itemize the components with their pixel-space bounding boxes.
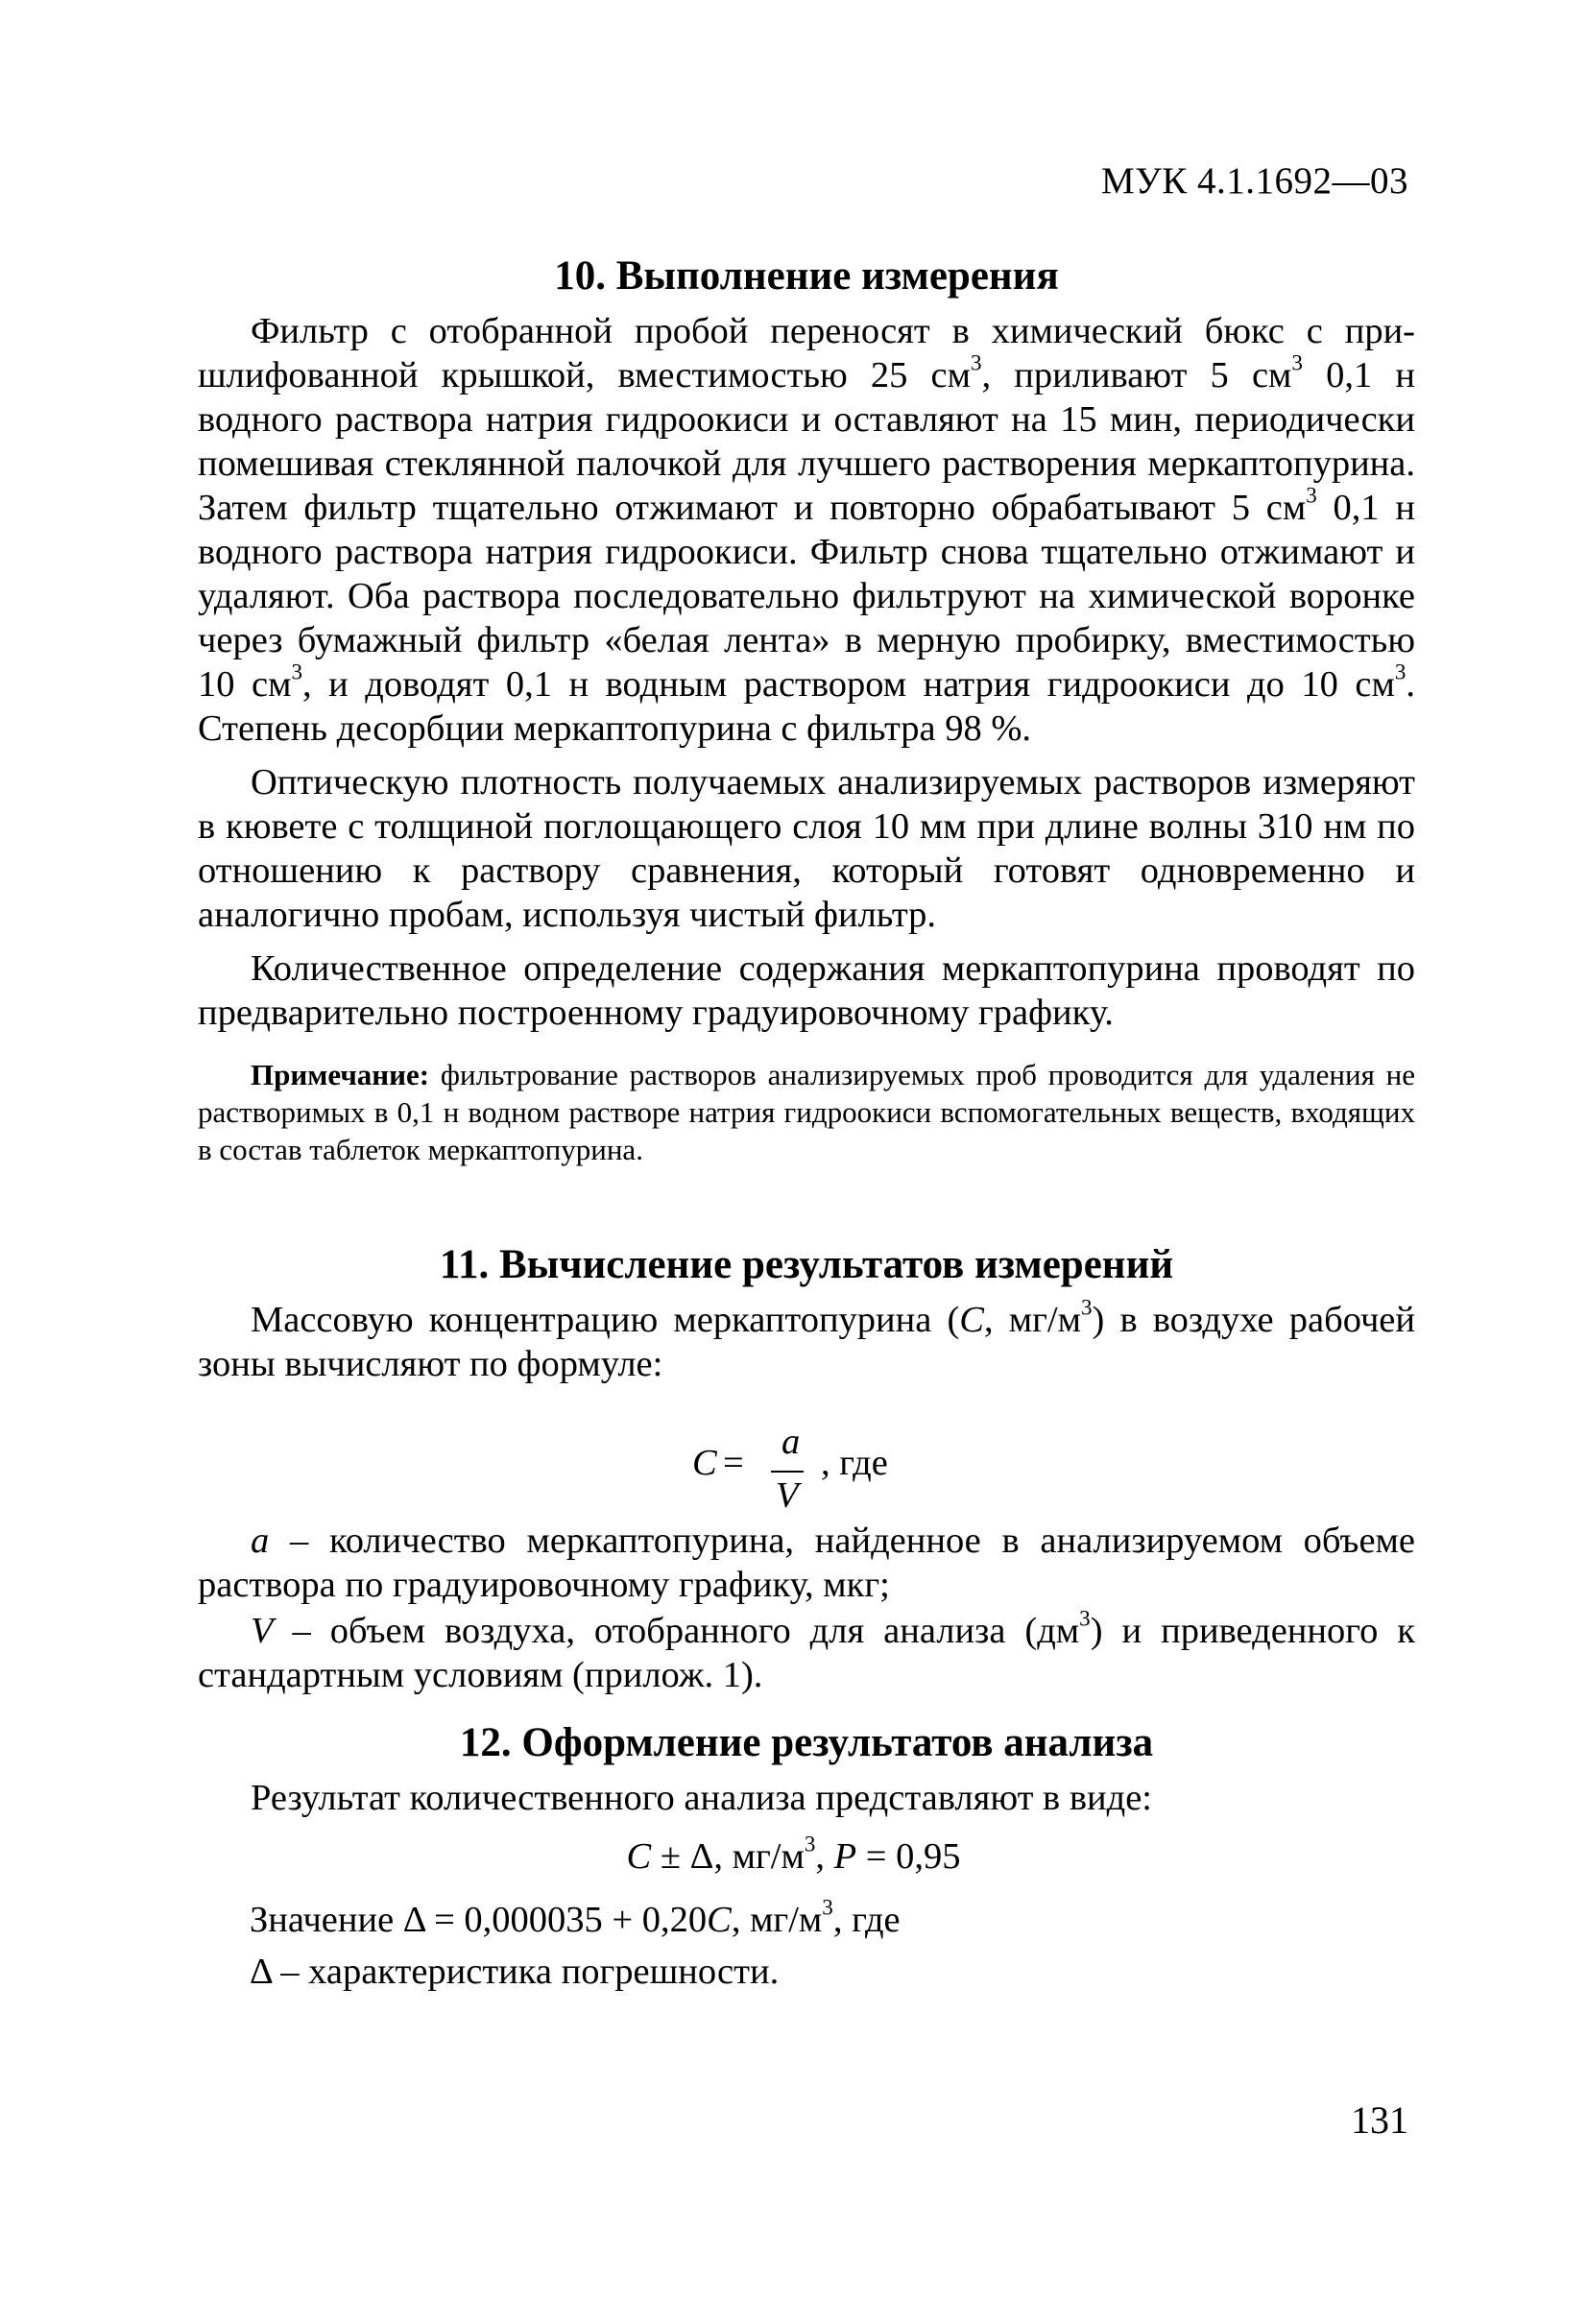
section-10-title: 10. Выполнение измерения (554, 253, 1059, 299)
section-12 (198, 1718, 1415, 1820)
definition-a: a – количество меркаптопурина, найденное в анализируемом объеме раствора по градуировочному графику, мкг; (198, 1521, 1415, 1605)
section-10-paragraph-3: Количественное определение содержания меркаптопурина проводят по предварительно построенному градуировочному графику. (198, 948, 1415, 1033)
section-10-body (198, 309, 1415, 1168)
formula-equals: = (723, 1443, 744, 1483)
section-10-note (198, 1056, 1415, 1168)
note-label: Примечание: (251, 1058, 430, 1091)
section-10-paragraph-1: Фильтр с отобранной пробой переносят в химический бюкс с пришлифованной крышкой, вместимостью 25 $см^3$, приливают 5 $см^3$ 0,1 н водного раствора натрия гидроокиси и оставляют на 15 мин, периодически помешивая стеклянной палочкой для лучшего растворения меркаптопурина. Затем фильтр тщательно отжимают и повторно обрабатывают 5 $см^3$ 0,1 н водного раствора натрия гидроокиси. Фильтр снова тщательно отжимают и удаляют. Оба раствора последовательно фильтруют на химической воронке через бумажный фильтр «белая лента» в мерную пробирку, вместимостью 10 $см^3$, и доводят 0,1 н водным раствором натрия гидроокиси до 10 $см^3$. Степень десорбции меркаптопурина с фильтра 98 %. (198, 311, 1416, 749)
page-number: 131 (1351, 2098, 1408, 2142)
section-11-paragraph-1: Массовую концентрацию меркаптопурина (C, $мг/м^3$) в воздухе рабочей зоны вычисляют по формуле: (198, 1294, 1415, 1384)
result-expression: C ± Δ, $мг/м^3$, P = 0,95 (626, 1831, 961, 1877)
fraction-bar (771, 1471, 804, 1473)
section-12-paragraph-1: Результат количественного анализа представляют в виде: (251, 1778, 1153, 1818)
definition-v: V – объем воздуха, отобранного для анализа $(дм^3)$ и приведенного к стандартным условиям (прилож. 1). (198, 1605, 1416, 1695)
delta-value-line: Значение Δ = 0,000035 + 0,20C, $мг/м^3$, где (250, 1894, 901, 1940)
formula-denominator: V (776, 1475, 799, 1516)
section-10-paragraph-2: Оптическую плотность получаемых анализируемых растворов измеряют в кювете с толщиной поглощающего слоя 10 мм при длине волны 310 нм по отношению к раствору сравнения, который готовят одновременно и аналогично пробам, используя чистый фильтр. (198, 762, 1415, 935)
delta-definition: Δ – характеристика погрешности. (250, 1952, 780, 1992)
section-10 (198, 252, 1415, 301)
section-11-title: 11. Вычисление результатов измерений (439, 1242, 1174, 1287)
section-11-definitions (198, 1519, 1415, 1697)
section-11 (198, 1240, 1415, 1386)
note-text: фильтрование растворов анализируемых проб проводится для удаления не растворимых в 0,1 н водном растворе натрия гидроокиси вспомогательных веществ, входящих в состав таблеток меркаптопурина. (198, 1058, 1415, 1166)
document-code-header: МУК 4.1.1692—03 (1100, 160, 1408, 202)
concentration-formula (677, 1421, 926, 1526)
section-12-title: 12. Оформление результатов анализа (459, 1720, 1154, 1765)
formula-lhs: C (692, 1443, 717, 1483)
formula-where: , где (821, 1443, 888, 1483)
formula-numerator: a (781, 1422, 801, 1462)
